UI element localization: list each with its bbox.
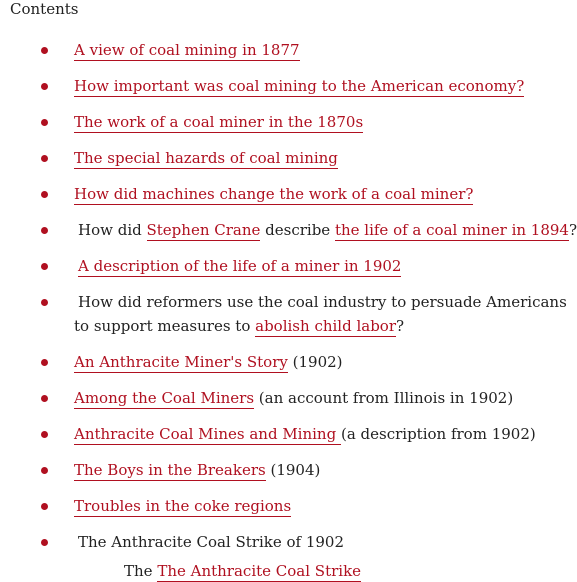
bullet-icon bbox=[41, 119, 48, 126]
sub-list-item-partial bbox=[124, 562, 361, 580]
item-text: (an account from Illinois in 1902) bbox=[254, 389, 514, 407]
bullet-icon bbox=[41, 155, 48, 162]
link-view-coal-mining-1877[interactable]: A view of coal mining in 1877 bbox=[74, 41, 300, 59]
bullet-icon bbox=[41, 359, 48, 366]
link-machines-change-work[interactable]: How did machines change the work of a coal miner? bbox=[74, 185, 474, 203]
item-text: The Anthracite Coal Strike of 1902 bbox=[78, 533, 345, 551]
link-abolish-child-labor[interactable]: abolish child labor bbox=[255, 317, 397, 335]
bullet-icon bbox=[41, 395, 48, 402]
item-text: (a description from 1902) bbox=[340, 425, 536, 443]
bullet-icon bbox=[41, 299, 48, 306]
link-stephen-crane[interactable]: Stephen Crane bbox=[146, 221, 261, 239]
link-life-miner-1902[interactable]: A description of the life of a miner in 1902 bbox=[78, 257, 402, 275]
link-troubles-coke-regions[interactable]: Troubles in the coke regions bbox=[74, 497, 292, 515]
link-among-coal-miners[interactable]: Among the Coal Miners bbox=[74, 389, 255, 407]
link-coal-mining-economy[interactable]: How important was coal mining to the American economy? bbox=[74, 77, 525, 95]
link-anthracite-miners-story[interactable]: An Anthracite Miner's Story bbox=[74, 353, 288, 371]
bullet-icon bbox=[41, 191, 48, 198]
contents-heading: Contents bbox=[10, 0, 79, 18]
item-text: (1902) bbox=[287, 353, 343, 371]
bullet-icon bbox=[41, 431, 48, 438]
link-anthracite-coal-strike[interactable]: The Anthracite Coal Strike bbox=[157, 562, 362, 580]
item-text: (1904) bbox=[265, 461, 321, 479]
item-text: ? bbox=[568, 221, 577, 239]
item-text: How did bbox=[78, 221, 147, 239]
item-text: ? bbox=[396, 317, 405, 335]
item-text: describe bbox=[260, 221, 335, 239]
link-anthracite-coal-mines[interactable]: Anthracite Coal Mines and Mining bbox=[74, 425, 341, 443]
bullet-icon bbox=[41, 503, 48, 510]
link-work-coal-miner-1870s[interactable]: The work of a coal miner in the 1870s bbox=[74, 113, 364, 131]
link-boys-in-breakers[interactable]: The Boys in the Breakers bbox=[74, 461, 266, 479]
item-text: How did reformers use the coal industry to persuade Americans bbox=[78, 293, 567, 311]
bullet-icon bbox=[41, 467, 48, 474]
bullet-icon bbox=[41, 263, 48, 270]
bullet-icon bbox=[41, 539, 48, 546]
bullet-icon bbox=[41, 83, 48, 90]
item-text: The bbox=[124, 562, 158, 580]
bullet-icon bbox=[41, 47, 48, 54]
item-text: to support measures to bbox=[74, 317, 256, 335]
link-special-hazards[interactable]: The special hazards of coal mining bbox=[74, 149, 338, 167]
link-life-coal-miner-1894[interactable]: the life of a coal miner in 1894 bbox=[334, 221, 569, 239]
bullet-icon bbox=[41, 227, 48, 234]
